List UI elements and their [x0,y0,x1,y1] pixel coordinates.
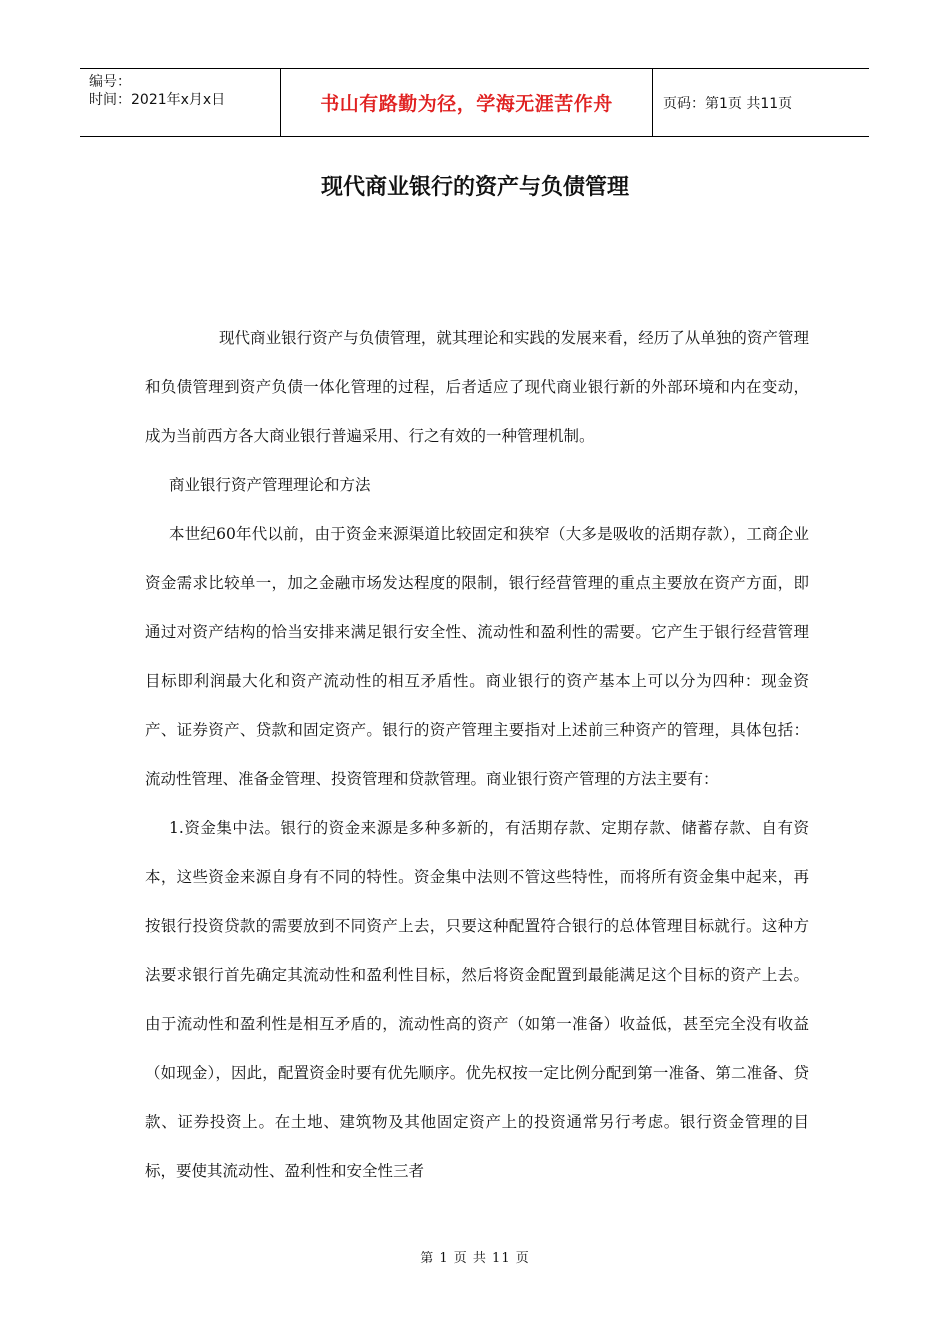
document-body [145,314,809,1196]
page-code: 页码：第1页 共11页 [663,95,793,112]
document-title: 现代商业银行的资产与负债管理 [320,175,629,200]
header-page-cell [653,69,869,136]
document-header [80,68,869,137]
number-label: 编号： [89,74,131,90]
header-meta-cell [80,69,281,136]
section-heading: 商业银行资产管理理论和方法 [169,476,371,494]
paragraph-fund-pooling: 1.资金集中法。银行的资金来源是多种多新的，有活期存款、定期存款、储蓄存款、自有资本，这些资金来源自身有不同的特性。资金集中法则不管这些特性，而将所有资金集中起来，再按银行投资贷款的需要放到不同资产上去，只要这种配置符合银行的总体管理目标就行。这种方法要求银行首先确定其流动性和盈利性目标，然后将资金配置到最能满足这个目标的资产上去。由于流动性和盈利性是相互矛盾的，流动性高的资产（如第一准备）收益低，甚至完全没有收益（如现金），因此，配置资金时要有优先顺序。优先权按一定比例分配到第一准备、第二准备、贷款、证券投资上。在土地、建筑物及其他固定资产上的投资通常另行考虑。银行资金管理的目标，要使其流动性、盈利性和安全性三者 [145,819,809,1180]
header-motto: 书山有路勤为径，学海无涯苦作舟 [320,93,613,115]
header-motto-cell [281,69,653,136]
paragraph-asset-management: 本世纪60年代以前，由于资金来源渠道比较固定和狭窄（大多是吸收的活期存款），工商企业资金需求比较单一，加之金融市场发达程度的限制，银行经营管理的重点主要放在资产方面，即通过对资产结构的恰当安排来满足银行安全性、流动性和盈利性的需要。它产生于银行经营管理目标即利润最大化和资产流动性的相互矛盾性。商业银行的资产基本上可以分为四种：现金资产、证券资产、贷款和固定资产。银行的资产管理主要指对上述前三种资产的管理，具体包括：流动性管理、准备金管理、投资管理和贷款管理。商业银行资产管理的方法主要有： [145,525,809,788]
page-footer: 第 1 页 共 11 页 [420,1251,530,1266]
paragraph-intro: 现代商业银行资产与负债管理，就其理论和实践的发展来看，经历了从单独的资产管理和负债管理到资产负债一体化管理的过程，后者适应了现代商业银行新的外部环境和内在变动，成为当前西方各大商业银行普遍采用、行之有效的一种管理机制。 [145,329,809,445]
date-label: 时间：2021年x月x日 [89,92,226,108]
